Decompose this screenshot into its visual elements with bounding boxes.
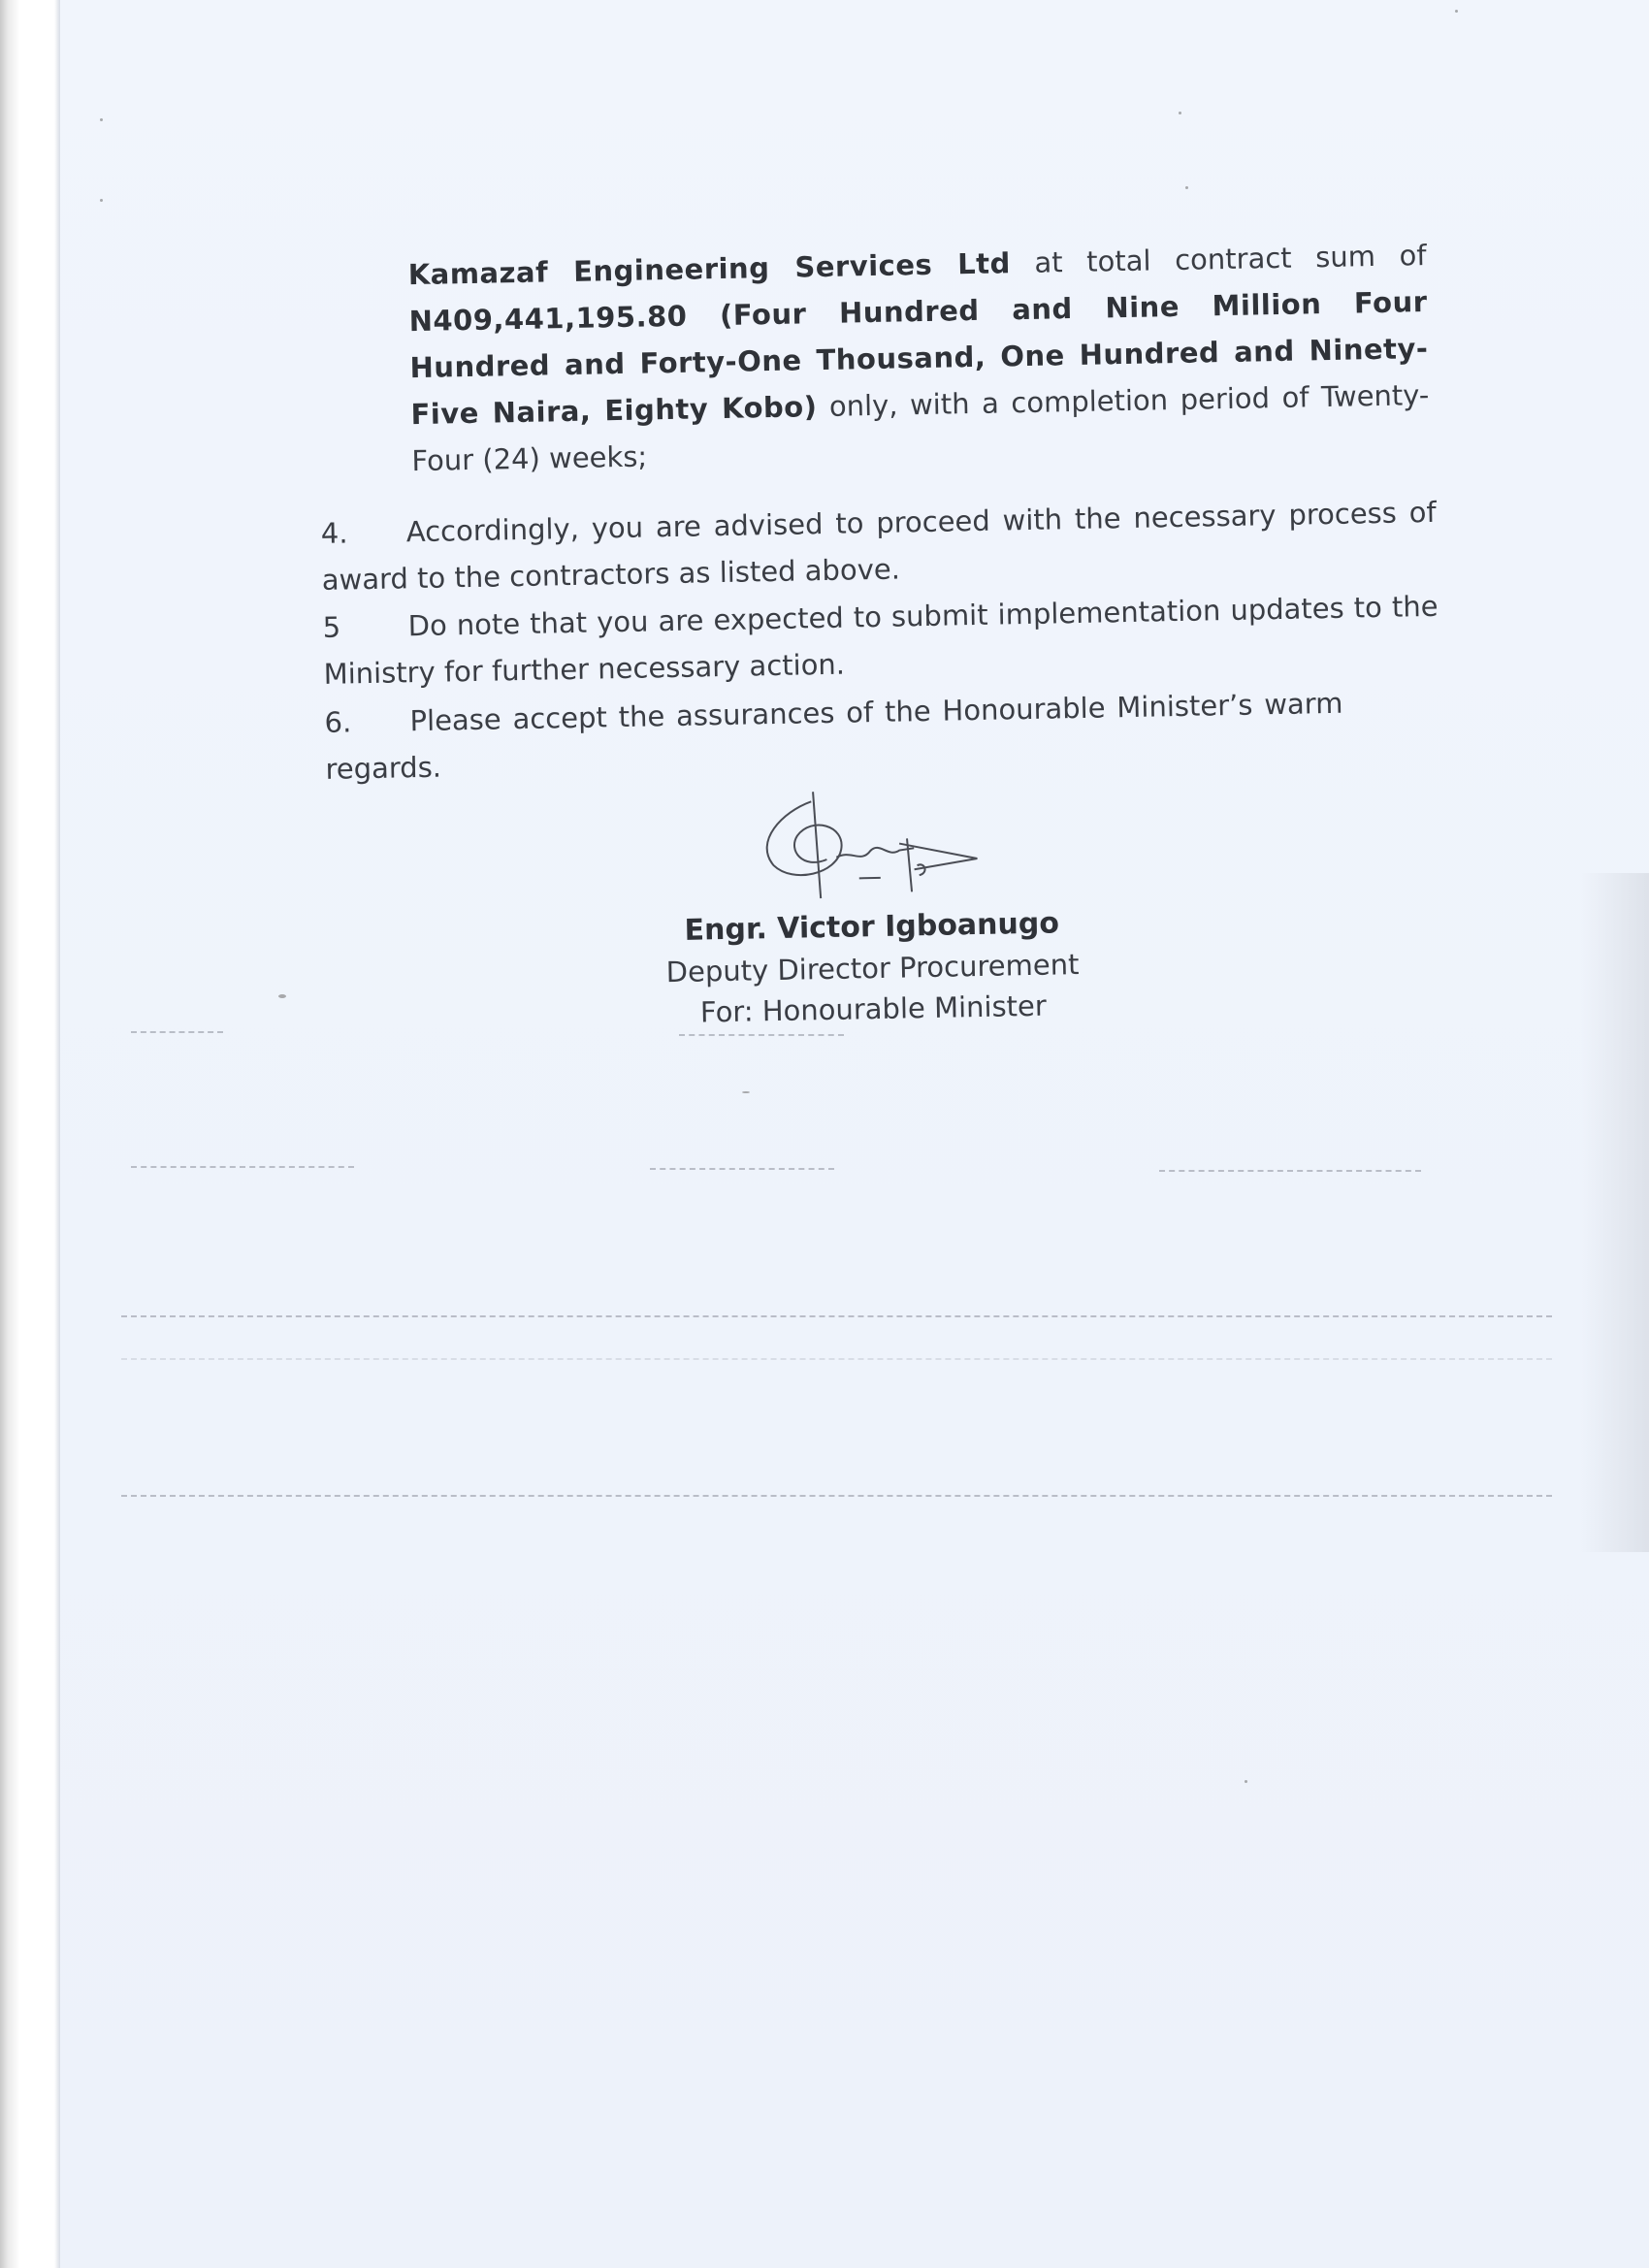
- scan-artifact-line: [1159, 1170, 1421, 1172]
- scan-speck: [100, 118, 103, 121]
- scan-speck: [1179, 112, 1181, 114]
- paragraph-continuation: [407, 232, 1430, 484]
- paragraph-number: 4.: [320, 516, 348, 550]
- scan-speck: [1245, 1780, 1247, 1783]
- paragraph-6: [324, 680, 1344, 793]
- signatory-name: Engr. Victor Igboanugo: [684, 906, 1060, 948]
- scan-artifact-line: [121, 1315, 1552, 1317]
- contract-phrase: at total contract sum of: [1010, 239, 1427, 280]
- paragraph-number: 5: [322, 610, 341, 644]
- scan-artifact-line: [650, 1168, 834, 1170]
- paragraph-text: Do note that you are expected to submit implementation updates to the Ministry for further necessary action.: [323, 589, 1439, 691]
- paragraph-text: Please accept the assurances of the Honourable Minister’s warm regards.: [325, 686, 1343, 786]
- scan-speck: [278, 994, 286, 998]
- letter-body: [0, 0, 1649, 1084]
- scan-speck: [1455, 10, 1458, 13]
- scan-speck: [100, 199, 103, 202]
- company-name: Kamazaf Engineering Services Ltd: [407, 246, 1012, 292]
- scan-artifact-line: [121, 1358, 1552, 1360]
- scan-artifact-line: [131, 1166, 354, 1168]
- signatory-block: [590, 902, 1154, 1035]
- paragraph-text: Accordingly, you are advised to proceed with the necessary process of award to the contractors as listed above.: [321, 495, 1437, 597]
- signatory-on-behalf: For: Honourable Minister: [699, 988, 1048, 1029]
- completion-period: only, with a completion period of Twenty-Four (24) weeks;: [411, 377, 1430, 478]
- contract-amount: N409,441,195.80 (Four Hundred and Nine Million Four Hundred and Forty-One Thousand, One Hundred and Ninety-Five Naira, Eighty Kobo): [408, 284, 1429, 432]
- scan-speck: [1185, 186, 1188, 189]
- scan-artifact-line: [121, 1495, 1552, 1497]
- signatory-title: Deputy Director Procurement: [665, 948, 1080, 989]
- scan-artifact-line: [131, 1031, 223, 1033]
- handwritten-signature: [743, 779, 997, 910]
- signature-mark: [743, 779, 997, 910]
- scan-speck: [742, 1091, 750, 1093]
- scan-artifact-line: [679, 1034, 844, 1036]
- paragraph-number: 6.: [324, 705, 352, 739]
